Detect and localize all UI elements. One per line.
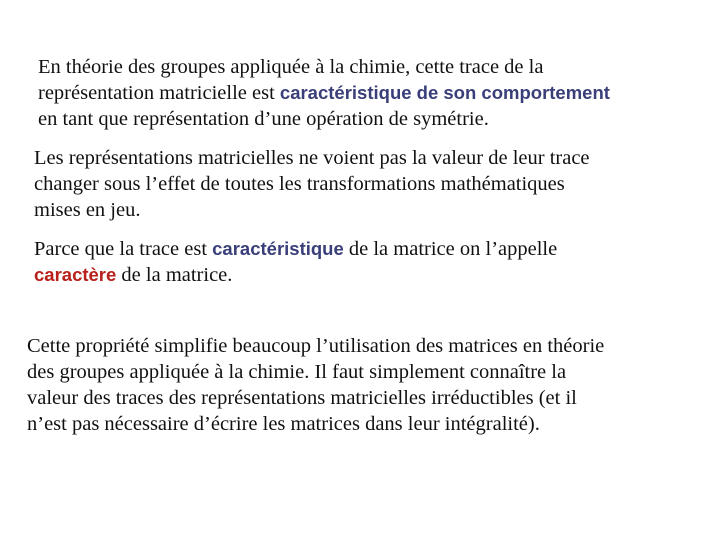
paragraph1-line2	[38, 80, 610, 106]
paragraph4-line3: valeur des traces des représentations matricielles irréductibles (et il	[27, 387, 577, 409]
paragraph2-line2: changer sous l’effet de toutes les transformations mathématiques	[34, 173, 565, 195]
paragraph-character-definition	[34, 236, 557, 288]
paragraph3-line1-text-a: Parce que la trace est	[34, 238, 213, 260]
paragraph3-line2	[34, 262, 557, 288]
paragraph-trace-characteristic	[38, 54, 610, 132]
paragraph3-line1	[34, 236, 557, 262]
paragraph4-line2: des groupes appliquée à la chimie. Il faut simplement connaître la	[27, 361, 567, 383]
paragraph3-line2-text: de la matrice.	[116, 264, 233, 286]
paragraph-simplification	[27, 333, 604, 437]
paragraph2-line1: Les représentations matricielles ne voient pas la valeur de leur trace	[34, 147, 590, 169]
paragraph4-line1: Cette propriété simplifie beaucoup l’utilisation des matrices en théorie	[27, 335, 605, 357]
paragraph1-line1: En théorie des groupes appliquée à la chimie, cette trace de la	[38, 56, 544, 78]
paragraph1-line3: en tant que représentation d’une opération de symétrie.	[38, 108, 489, 130]
paragraph1-line2-text: représentation matricielle est	[38, 82, 280, 104]
paragraph3-line1-text-c: de la matrice on l’appelle	[343, 238, 558, 260]
highlight-characteristic-behavior: caractéristique de son comportement	[279, 82, 610, 103]
paragraph2-line3: mises en jeu.	[34, 199, 141, 221]
highlight-characteristic: caractéristique	[212, 238, 344, 259]
highlight-character: caractère	[34, 264, 117, 285]
paragraph4-line4: n’est pas nécessaire d’écrire les matrices dans leur intégralité).	[27, 413, 540, 435]
paragraph-trace-invariance	[34, 145, 590, 223]
